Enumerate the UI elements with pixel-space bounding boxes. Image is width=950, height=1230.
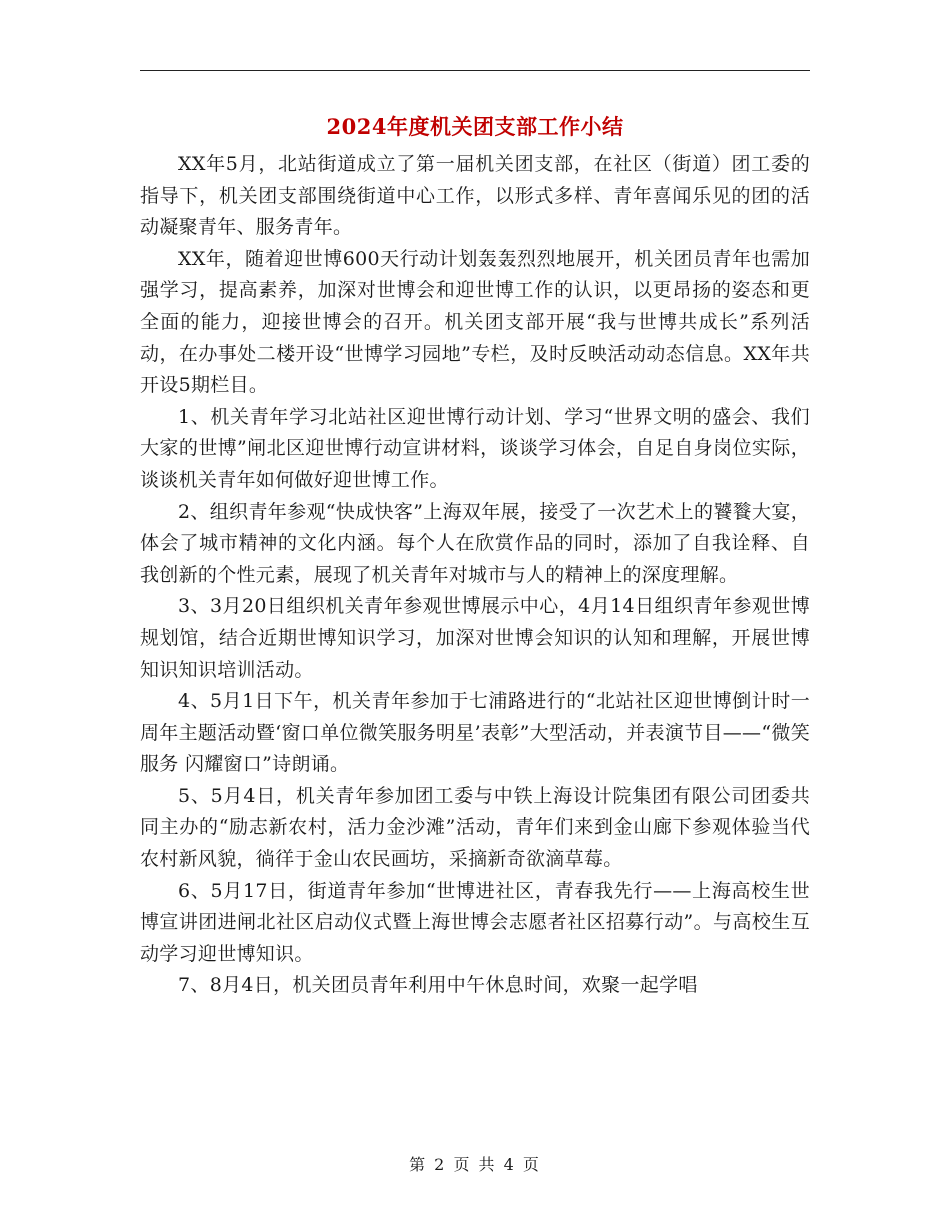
paragraph: 3、3月20日组织机关青年参观世博展示中心，4月14日组织青年参观世博规划馆，结合近期世博知识学习，加深对世博会知识的认知和理解，开展世博知识知识培训活动。: [140, 595, 810, 681]
header-rule: [140, 70, 810, 71]
paragraph: 5、5月4日，机关青年参加团工委与中铁上海设计院集团有限公司团委共同主办的“励志新农村，活力金沙滩”活动，青年们来到金山廊下参观体验当代农村新风貌，徜徉于金山农民画坊，采摘新奇欲滴草莓。: [140, 784, 810, 871]
paragraph: XX年，随着迎世博600天行动计划轰轰烈烈地展开，机关团员青年也需加强学习，提高素养，加深对世博会和迎世博工作的认识，以更昂扬的姿态和更全面的能力，迎接世博会的召开。机关团支部开展“我与世博共成长”系列活动，在办事处二楼开设“世博学习园地”专栏，及时反映活动动态信息。XX年共开设5期栏目。: [140, 247, 810, 397]
paragraph: 1、机关青年学习北站社区迎世博行动计划、学习“世界文明的盛会、我们大家的世博”闸北区迎世博行动宣讲材料，谈谈学习体会，自足自身岗位实际，谈谈机关青年如何做好迎世博工作。: [140, 405, 810, 491]
paragraph: 6、5月17日，街道青年参加“世博进社区，青春我先行——上海高校生世博宣讲团进闸北社区启动仪式暨上海世博会志愿者社区招募行动”。与高校生互动学习迎世博知识。: [140, 879, 810, 965]
paragraph: 4、5月1日下午，机关青年参加于七浦路进行的“北站社区迎世博倒计时一周年主题活动暨‘窗口单位微笑服务明星’表彰”大型活动，并表演节目——“微笑服务 闪耀窗口”诗朗诵。: [140, 690, 810, 776]
document-body: [140, 149, 810, 1002]
paragraph: XX年5月，北站街道成立了第一届机关团支部，在社区（街道）团工委的指导下，机关团支部围绕街道中心工作，以形式多样、青年喜闻乐见的团的活动凝聚青年、服务青年。: [140, 153, 810, 239]
paragraph: 2、组织青年参观“快成快客”上海双年展，接受了一次艺术上的饕餮大宴，体会了城市精神的文化内涵。每个人在欣赏作品的同时，添加了自我诠释、自我创新的个性元素，展现了机关青年对城市与人的精神上的深度理解。: [140, 500, 810, 586]
page-number-footer: 第 2 页 共 4 页: [409, 1155, 541, 1174]
paragraph: 7、8月4日，机关团员青年利用中午休息时间，欢聚一起学唱: [178, 974, 698, 997]
document-title: 2024年度机关团支部工作小结: [326, 114, 624, 139]
